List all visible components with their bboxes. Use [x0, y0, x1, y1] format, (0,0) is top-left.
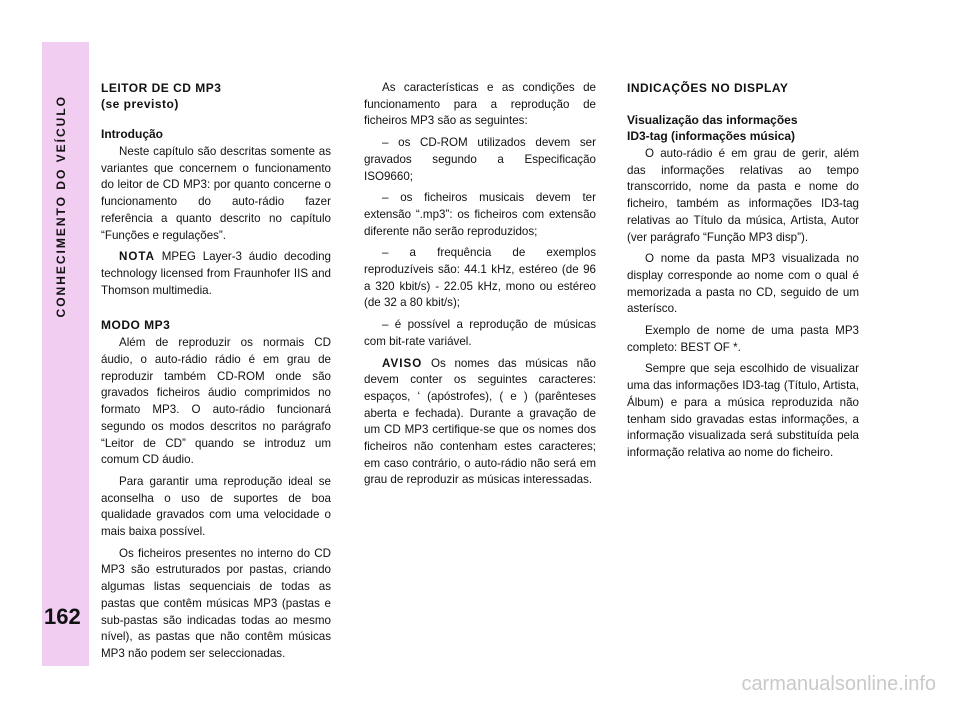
paragraph: Sempre que seja escolhido de visualizar uma das informações ID3-tag (Título, Artista, Álbum) e para a música reproduzida não tenham sido gravadas estas informações, a informação visualizada será substituída pela informação relativa ao nome do ficheiro. — [627, 362, 859, 459]
subheading-introducao: Introdução — [101, 127, 163, 141]
list-item: – os CD-ROM utilizados devem ser gravados segundo a Especificação ISO9660; — [364, 136, 596, 183]
paragraph: Para garantir uma reprodução ideal se aconselha o uso de suportes de boa qualidade gravados com uma velocidade o mais baixa possível. — [101, 474, 331, 539]
heading-line1: LEITOR DE CD MP3 — [101, 81, 222, 95]
paragraph: O nome da pasta MP3 visualizada no display corresponde ao nome com o qual é memorizada a pasta no CD, seguido de um asterísco. — [627, 252, 859, 316]
column-1 — [101, 80, 331, 668]
list-item: – a frequência de exemplos reproduzíveis são: 44.1 kHz, estéreo (de 96 a 320 kbit/s) - 22.05 kHz, mono ou estéreo (de 32 a 80 kbit/s); — [364, 246, 596, 310]
section-title: CONHECIMENTO DO VEÍCULO — [54, 95, 68, 318]
paragraph: Além de reproduzir os normais CD áudio, o auto-rádio rádio é em grau de reproduzir também CD-ROM onde são gravados ficheiros áudio comprimidos no formato MP3. O auto-rádio funcionará segundo os modos descritos no parágrafo “Leitor de CD” quando se introduz um comum CD áudio. — [101, 336, 331, 467]
paragraph: O auto-rádio é em grau de gerir, além das informações relativas ao tempo transcorrido, nome da pasta e nome do ficheiro, também as informações ID3-tag relativas ao Título da música, Artista, Autor (ver parágrafo “Função MP3 disp”). — [627, 147, 859, 244]
nota-text: MPEG Layer-3 áudio decoding technology licensed from Fraunhofer IIS and Thomson multimedia. — [101, 250, 331, 297]
watermark: carmanualsonline.info — [741, 673, 936, 695]
list-item: – os ficheiros musicais devem ter extensão “.mp3”: os ficheiros com extensão diferente não serão reproduzidos; — [364, 191, 596, 238]
subheading-line1: Visualização das informações — [627, 113, 798, 127]
aviso-label: AVISO — [382, 356, 423, 370]
subheading-line2: ID3-tag (informações música) — [627, 129, 796, 143]
paragraph: Neste capítulo são descritas somente as variantes que concernem o funcionamento do leitor de CD MP3: por quanto concerne o funcionamento do auto-rádio fazer referência a quanto descrito no capítulo “Funções e regulações”. — [101, 145, 331, 242]
nota-paragraph — [101, 249, 331, 299]
subheading-visualizacao — [627, 112, 859, 144]
paragraph: Os ficheiros presentes no interno do CD MP3 são estruturados por pastas, criando algumas listas sequenciais de todas as pastas que contêm músicas MP3 (pastas e sub-pastas são indicadas todas ao mesmo nível), as pastas que não contêm músicas MP3 não podem ser seleccionadas. — [101, 546, 331, 660]
column-3 — [627, 80, 859, 467]
heading-line2: (se previsto) — [101, 97, 179, 111]
paragraph: Exemplo de nome de uma pasta MP3 completo: BEST OF *. — [627, 324, 859, 354]
aviso-text: Os nomes das músicas não devem conter os seguintes caracteres: espaços, ‘ (apóstrofes), ( e ) (parênteses aberta e fechada). Durante a gravação de um CD MP3 certifique-se que os nomes dos ficheiros não contenham estes caracteres; em caso contrário, o auto-rádio não será em grau de reproduzir as músicas interessadas. — [364, 356, 596, 487]
nota-label: NOTA — [119, 250, 155, 264]
heading-modo-mp3: MODO MP3 — [101, 318, 171, 333]
column-2 — [364, 80, 596, 494]
heading-leitor-cd-mp3 — [101, 80, 331, 112]
aviso-paragraph — [364, 356, 596, 490]
page-number: 162 — [44, 604, 81, 629]
list-item: – é possível a reprodução de músicas com bit-rate variável. — [364, 318, 596, 348]
paragraph: As características e as condições de funcionamento para a reprodução de ficheiros MP3 são as seguintes: — [364, 81, 596, 128]
heading-indicacoes-display: INDICAÇÕES NO DISPLAY — [627, 81, 789, 95]
